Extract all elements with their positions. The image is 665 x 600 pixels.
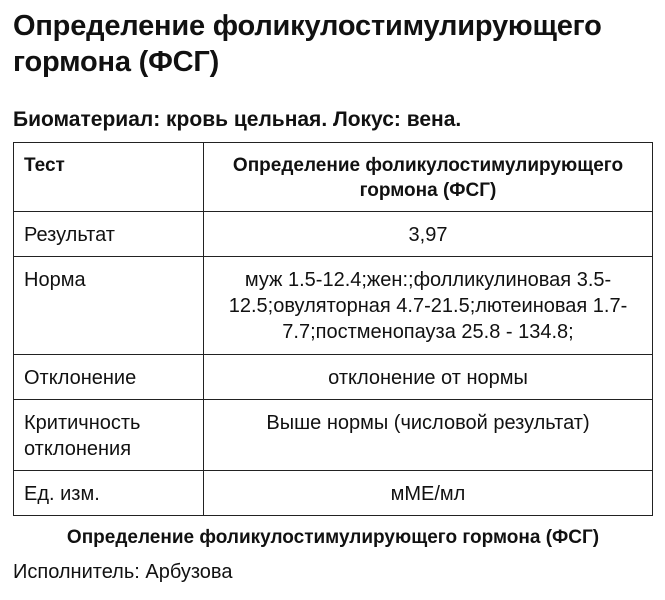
row-value-result: 3,97 <box>204 212 653 257</box>
report-title-line-1: Определение фоликулостимулирующего <box>13 10 602 42</box>
row-label-criticality: Критичность отклонения <box>14 400 204 471</box>
row-value-deviation: отклонение от нормы <box>204 355 653 400</box>
report-title <box>13 8 652 80</box>
row-label-result: Результат <box>14 212 204 257</box>
row-label-deviation: Отклонение <box>14 355 204 400</box>
table-header-row <box>14 143 653 212</box>
row-value-criticality: Выше нормы (числовой результат) <box>204 400 653 471</box>
report-title-line-2: гормона (ФСГ) <box>13 46 220 78</box>
row-label-unit: Ед. изм. <box>14 471 204 516</box>
footer-test-title: Определение фоликулостимулирующего гормона (ФСГ) <box>66 527 600 548</box>
executor-line: Исполнитель: Арбузова <box>13 561 233 583</box>
header-value-cell: Определение фоликулостимулирующего гормона (ФСГ) <box>204 143 653 212</box>
table-row-result <box>14 212 653 257</box>
table-row-norm <box>14 257 653 355</box>
row-value-norm: муж 1.5-12.4;жен:;фолликулиновая 3.5-12.5;овуляторная 4.7-21.5;лютеиновая 1.7-7.7;постменопауза 25.8 - 134.8; <box>204 257 653 355</box>
biomaterial-line: Биоматериал: кровь цельная. Локус: вена. <box>13 108 462 131</box>
table-row-deviation <box>14 355 653 400</box>
row-label-norm: Норма <box>14 257 204 355</box>
table-row-unit <box>14 471 653 516</box>
header-label-cell: Тест <box>14 143 204 212</box>
table-row-criticality <box>14 400 653 471</box>
results-table <box>13 142 653 516</box>
row-value-unit: мМЕ/мл <box>204 471 653 516</box>
